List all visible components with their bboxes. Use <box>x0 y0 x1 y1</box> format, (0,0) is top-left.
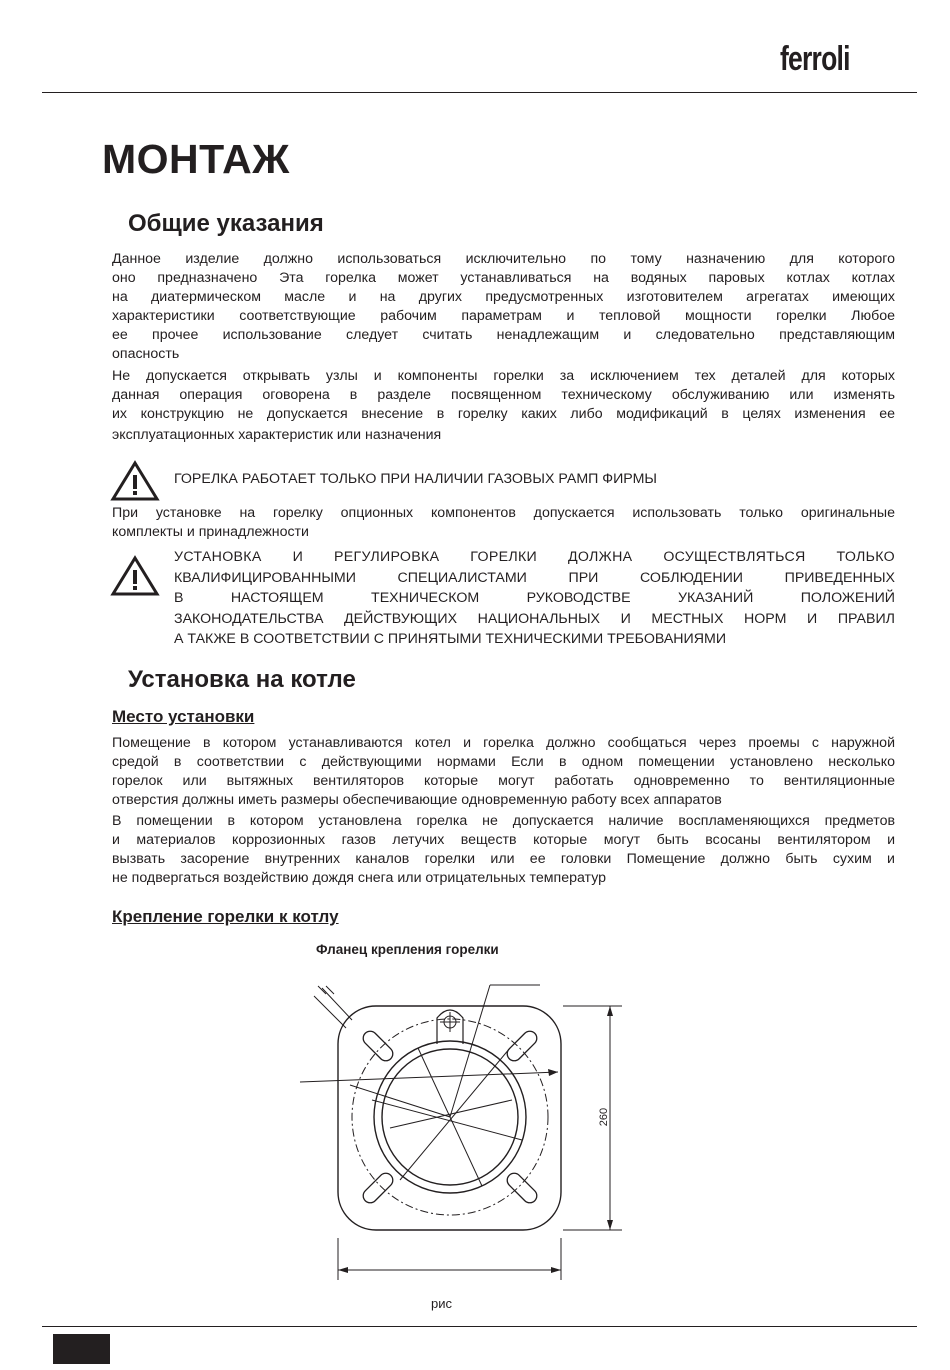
paragraph-purpose <box>112 250 895 364</box>
text-line: В НАСТОЯЩЕМ ТЕХНИЧЕСКОМ РУКОВОДСТВЕ УКАЗАНИЙ ПОЛОЖЕНИЙ <box>174 590 895 606</box>
text-line: эксплуатационных характеристик или назначения <box>112 427 442 443</box>
section-heading-general: Общие указания <box>128 210 324 237</box>
text-line: опасность <box>112 346 180 362</box>
header-divider <box>42 92 917 93</box>
text-line: на диатермическом масле и на других предусмотренных изготовителем агрегатах имеющих <box>112 289 895 305</box>
text-line: данная операция оговорена в разделе посвященном техническому обслуживанию или изменять <box>112 387 895 403</box>
figure-label: рис <box>431 1296 452 1311</box>
warning-icon <box>110 460 160 502</box>
warning-gas-ramps: ГОРЕЛКА РАБОТАЕТ ТОЛЬКО ПРИ НАЛИЧИИ ГАЗОВЫХ РАМП ФИРМЫ <box>174 471 657 487</box>
text-line: не подвергаться воздействию дождя снега или отрицательных температур <box>112 870 607 886</box>
text-line: УСТАНОВКА И РЕГУЛИРОВКА ГОРЕЛКИ ДОЛЖНА ОСУЩЕСТВЛЯТЬСЯ ТОЛЬКО <box>174 549 895 565</box>
text-line: А ТАКЖЕ В СООТВЕТСТВИИ С ПРИНЯТЫМИ ТЕХНИЧЕСКИМИ ТРЕБОВАНИЯМИ <box>174 631 727 647</box>
text-line: ее прочее использование следует считать ненадлежащим и следовательно представляющим <box>112 327 895 343</box>
warning-qualified-personnel <box>174 547 895 650</box>
text-line: КВАЛИФИЦИРОВАННЫМИ СПЕЦИАЛИСТАМИ ПРИ СОБЛЮДЕНИИ ПРИВЕДЕННЫХ <box>174 569 895 586</box>
page-number-box <box>53 1334 110 1364</box>
text-line: В помещении в котором установлена горелка не допускается наличие воспламеняющихся предметов <box>112 813 895 829</box>
paragraph-room-ventilation <box>112 734 895 810</box>
text-line: вызвать засорение внутренних каналов горелки или ее головки Помещение должно быть сухим и <box>112 851 895 867</box>
text-line: При установке на горелку опционных компонентов допускается использовать только оригинальные <box>112 505 895 521</box>
text-line: их конструкцию не допускается внесение в горелку каких либо модификаций в целях изменения ее <box>112 406 895 422</box>
paragraph-room-conditions <box>112 812 895 888</box>
text-line: и материалов коррозионных газов летучих веществ которые могут быть всосаны вентилятором и <box>112 832 895 848</box>
burner-flange-drawing <box>290 975 630 1285</box>
section-heading-boiler-install: Установка на котле <box>128 666 356 693</box>
text-line: Не допускается открывать узлы и компоненты горелки за исключением тех деталей для которых <box>112 368 895 384</box>
warning-icon <box>110 555 160 597</box>
figure-caption: Фланец крепления горелки <box>316 942 499 957</box>
ferroli-logo: ferroli <box>780 40 850 78</box>
paragraph-modifications <box>112 367 895 445</box>
text-line: характеристики соответствующие рабочим параметрам и тепловой мощности горелки Любое <box>112 308 895 324</box>
text-line: оно предназначено Эта горелка может устанавливаться на водяных паровых котлах котлах <box>112 270 895 286</box>
text-line: средой в соответствии с действующими нормами Если в одном помещении установлено несколько <box>112 754 895 770</box>
subheading-mounting: Крепление горелки к котлу <box>112 907 339 926</box>
text-line: комплекты и принадлежности <box>112 524 309 540</box>
text-line: горелок или вытяжных вентиляторов которые могут работать одновременно то вентиляционные <box>112 773 895 789</box>
page-title: МОНТАЖ <box>102 136 290 182</box>
dimension-label: 260 <box>598 1107 610 1127</box>
text-line: ЗАКОНОДАТЕЛЬСТВА ДЕЙСТВУЮЩИХ НАЦИОНАЛЬНЫХ И МЕСТНЫХ НОРМ И ПРАВИЛ <box>174 610 895 627</box>
text-line: Данное изделие должно использоваться исключительно по тому назначению для которого <box>112 251 895 267</box>
footer-divider <box>42 1326 917 1327</box>
text-line: отверстия должны иметь размеры обеспечивающие одновременную работу всех аппаратов <box>112 792 722 808</box>
paragraph-accessories <box>112 504 895 542</box>
text-line: Помещение в котором устанавливаются котел и горелка должно сообщаться через проемы с наружной <box>112 735 895 751</box>
subheading-location: Место установки <box>112 707 255 726</box>
